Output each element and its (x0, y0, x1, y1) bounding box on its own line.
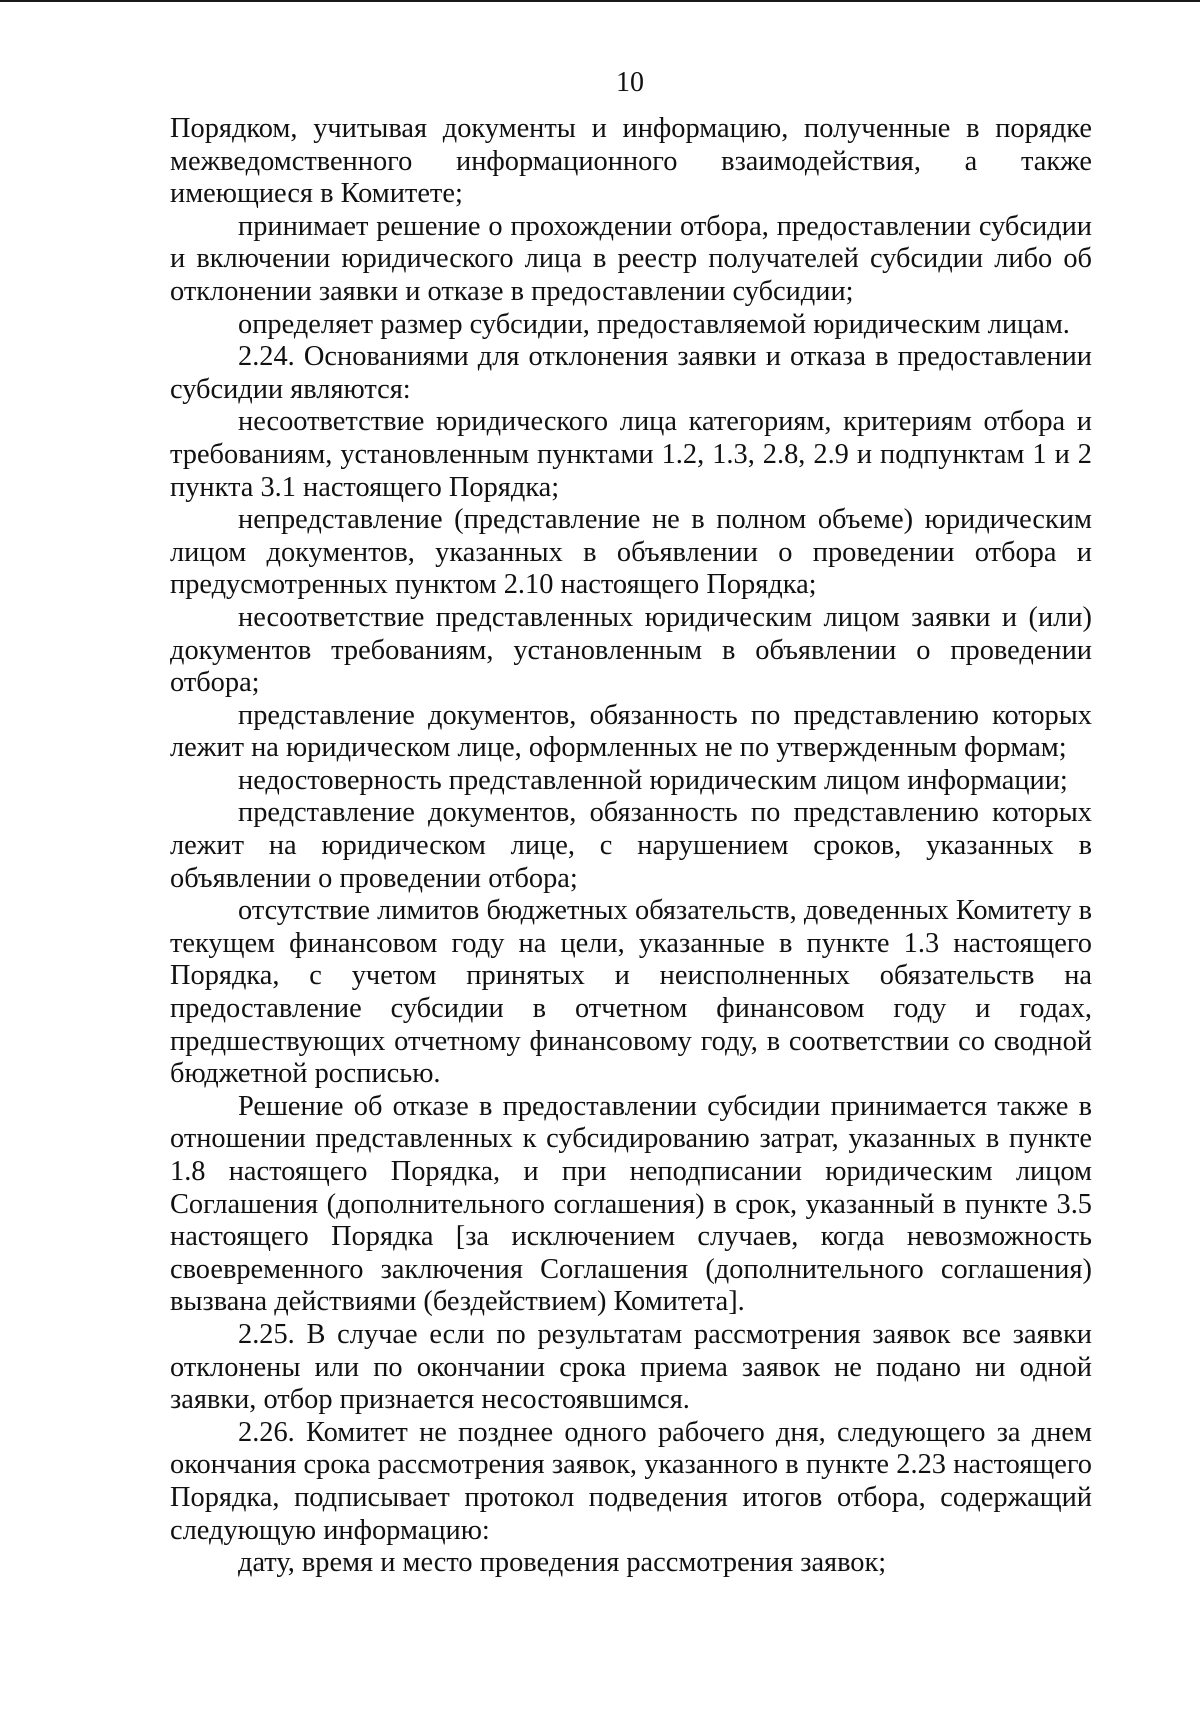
page-number: 10 (616, 67, 644, 98)
paragraph: принимает решение о прохождении отбора, предоставлении субсидии и включении юридического лица в реестр получателей субсидии либо об отклонении заявки и отказе в предоставлении субсидии; (170, 210, 1092, 307)
paragraph: представление документов, обязанность по представлению которых лежит на юридическом лице, оформленных не по утвержденным формам; (170, 699, 1092, 764)
paragraph: 2.24. Основаниями для отклонения заявки и отказа в предоставлении субсидии являются: (170, 341, 1092, 405)
paragraph: несоответствие юридического лица категориям, критериям отбора и требованиям, установленным пунктами 1.2, 1.3, 2.8, 2.9 и подпунктам 1 и 2 пункта 3.1 настоящего Порядка; (170, 406, 1092, 503)
paragraph: 2.26. Комитет не позднее одного рабочего дня, следующего за днем окончания срока рассмотрения заявок, указанного в пункте 2.23 настоящего Порядка, подписывает протокол подведения итогов отбора, содержащий следующую информацию: (170, 1416, 1092, 1546)
paragraph: отсутствие лимитов бюджетных обязательств, доведенных Комитету в текущем финансовом году на цели, указанные в пункте 1.3 настоящего Порядка, с учетом принятых и неисполненных обязательств на предоставление субсидии в отчетном финансовом году и годах, предшествующих отчетному финансовому году, в соответствии со сводной бюджетной росписью. (170, 895, 1092, 1090)
paragraph: 2.25. В случае если по результатам рассмотрения заявок все заявки отклонены или по окончании срока приема заявок не подано ни одной заявки, отбор признается несостоявшимся. (170, 1318, 1092, 1416)
document-body (170, 113, 1092, 1580)
paragraph: определяет размер субсидии, предоставляемой юридическим лицам. (238, 308, 1070, 340)
paragraph: Порядком, учитывая документы и информацию, полученные в порядке межведомственного информационного взаимодействия, а также имеющиеся в Комитете; (170, 113, 1092, 210)
paragraph: Решение об отказе в предоставлении субсидии принимается также в отношении представленных к субсидированию затрат, указанных в пункте 1.8 настоящего Порядка, и при неподписании юридическим лицом Соглашения (дополнительного соглашения) в срок, указанный в пункте 3.5 настоящего Порядка [за исключением случаев, когда невозможность своевременного заключения Соглашения (дополнительного соглашения) вызвана действиями (бездействием) Комитета]. (170, 1090, 1092, 1318)
scan-edge (0, 0, 1200, 2)
paragraph: дату, время и место проведения рассмотрения заявок; (238, 1547, 887, 1579)
paragraph: представление документов, обязанность по представлению которых лежит на юридическом лице, с нарушением сроков, указанных в объявлении о проведении отбора; (170, 797, 1092, 894)
paragraph: непредставление (представление не в полном объеме) юридическим лицом документов, указанных в объявлении о проведении отбора и предусмотренных пунктом 2.10 настоящего Порядка; (170, 504, 1092, 601)
paragraph: недостоверность представленной юридическим лицом информации; (238, 764, 1068, 796)
paragraph: несоответствие представленных юридическим лицом заявки и (или) документов требованиям, установленным в объявлении о проведении отбора; (170, 601, 1092, 699)
